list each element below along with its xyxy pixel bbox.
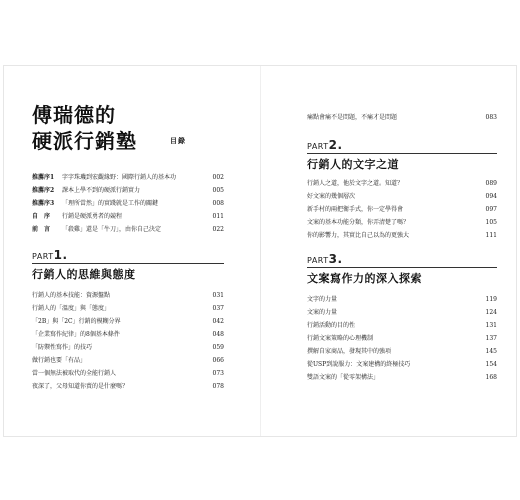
preface-row	[32, 198, 224, 209]
preface-row	[32, 185, 224, 196]
toc-entry	[32, 316, 224, 327]
toc-entry	[307, 333, 497, 344]
toc-entry	[32, 329, 224, 340]
part-prefix: PART	[307, 256, 329, 265]
toc-entry	[32, 290, 224, 301]
book-title	[32, 102, 137, 154]
toc-label: 目錄	[170, 137, 186, 145]
preface-row	[32, 172, 224, 183]
preface-text: 「殺雞」還是「牛刀」，由你自己決定	[62, 226, 162, 233]
book-spread	[4, 66, 516, 436]
toc-entry-page: 137	[485, 335, 497, 342]
book-title-line-1: 傅瑞德的	[32, 103, 116, 127]
toc-entry	[307, 307, 497, 318]
toc-entry-page: 145	[485, 348, 497, 355]
left-page	[4, 66, 260, 436]
toc-entry-text: 撰解自家商品，發現其中的強項	[307, 348, 392, 355]
toc-entry	[307, 178, 497, 189]
toc-entry-text: 行銷人的基本技能：資源盤點	[32, 292, 111, 299]
part-label	[307, 252, 343, 266]
toc-entry-text: 行銷文案策略的心理機制	[307, 335, 374, 342]
toc-entry-text: 「防禦性寫作」的技巧	[32, 344, 93, 351]
toc-entry-text: 夜深了，父母知道你賣的是什麼嗎？	[32, 383, 129, 390]
part-2-header	[307, 138, 497, 171]
toc-entry-page: 089	[485, 180, 497, 187]
toc-entry-page: 168	[485, 374, 497, 381]
part-label	[307, 138, 343, 152]
toc-entry-page: 119	[485, 296, 497, 303]
toc-entry-page: 124	[485, 309, 497, 316]
part-divider	[307, 153, 497, 154]
toc-entry-text: 行銷人的「溫度」與「態度」	[32, 305, 111, 312]
part-number: 1.	[53, 248, 68, 262]
toc-entry	[307, 230, 497, 241]
toc-entry-text: 行銷活動的目的性	[307, 322, 356, 329]
toc-entry	[307, 191, 497, 202]
preface-page: 022	[212, 226, 224, 233]
part-number: 2.	[328, 138, 343, 152]
toc-entry-page: 094	[485, 193, 497, 200]
toc-entry-page: 097	[485, 206, 497, 213]
toc-entry-page: 066	[212, 357, 224, 364]
part-label	[32, 248, 68, 262]
part-number: 3.	[328, 252, 343, 266]
toc-entry-text: 雙語文案的「從零架構法」	[307, 374, 380, 381]
toc-entry	[307, 294, 497, 305]
toc-entry-text: 「2B」與「2C」行銷的模糊分界	[32, 318, 121, 325]
preface-page: 011	[212, 213, 224, 220]
toc-entry-page: 042	[212, 318, 224, 325]
toc-entry	[307, 359, 497, 370]
part-divider	[32, 263, 224, 264]
toc-entry-text: 你的影響力，其實比自己以為的更強大	[307, 232, 410, 239]
preface-row	[32, 211, 224, 222]
part-1-header	[32, 248, 224, 281]
part-divider	[307, 267, 497, 268]
toc-entry-text: 當一個無法被取代的全能行銷人	[32, 370, 117, 377]
part-title: 文案寫作力的深入探索	[307, 272, 422, 285]
preface-label: 前 言	[32, 226, 51, 233]
toc-entry-text: 新手村的兩把衛手式，你一定學得會	[307, 206, 404, 213]
toc-entry-page: 105	[485, 219, 497, 226]
toc-entry-page: 073	[212, 370, 224, 377]
preface-label: 推薦序2	[32, 187, 55, 194]
preface-label: 推薦序1	[32, 174, 55, 181]
part-title: 行銷人的文字之道	[307, 158, 399, 171]
toc-entry-text: 文字的力量	[307, 296, 338, 303]
toc-entry	[32, 368, 224, 379]
toc-entry-page: 031	[212, 292, 224, 299]
toc-entry	[32, 381, 224, 392]
toc-entry-page: 078	[212, 383, 224, 390]
part-3-header	[307, 252, 497, 285]
toc-entry-text: 做行銷也要「有品」	[32, 357, 87, 364]
toc-entry	[307, 346, 497, 357]
toc-entry-page: 037	[212, 305, 224, 312]
toc-entry-text: 行銷人之道，他於文字之道。知道？	[307, 180, 404, 187]
toc-entry	[32, 355, 224, 366]
part-prefix: PART	[307, 142, 329, 151]
toc-entry-page: 059	[212, 344, 224, 351]
preface-page: 002	[212, 174, 224, 181]
toc-entry	[32, 342, 224, 353]
preface-label: 推薦序3	[32, 200, 55, 207]
toc-entry-text: 從USP到說服力：文案建構的終極技巧	[307, 361, 411, 368]
toc-entry	[307, 217, 497, 228]
preface-page: 005	[212, 187, 224, 194]
toc-entry-text: 好文案的幾個層次	[307, 193, 356, 200]
toc-entry-text: 文案的力量	[307, 309, 338, 316]
toc-entry-page: 111	[485, 232, 497, 239]
preface-label: 自 序	[32, 213, 51, 220]
toc-entry	[32, 303, 224, 314]
part-title: 行銷人的思維與態度	[32, 268, 136, 281]
toc-entry	[307, 372, 497, 383]
toc-entry-text: 文案的基本功能分類，你弄清楚了嗎？	[307, 219, 410, 226]
toc-entry-page: 154	[485, 361, 497, 368]
toc-entry	[307, 204, 497, 215]
book-title-line-2: 硬派行銷塾	[32, 129, 137, 153]
preface-text: 課本上學不到的硬派行銷實力	[62, 187, 141, 194]
toc-entry-page: 083	[485, 114, 497, 121]
preface-text: 行銷是硬派勇者的競程	[62, 213, 123, 220]
preface-text: 字字珠璣到宏觀緣野：國際行銷人的基本功	[62, 174, 177, 181]
toc-entry-text: 痛點會痛不是問題，不痛才是問題	[307, 114, 398, 121]
right-page	[261, 66, 516, 436]
preface-row	[32, 224, 224, 235]
part-prefix: PART	[32, 252, 54, 261]
toc-entry	[307, 320, 497, 331]
preface-page: 008	[212, 200, 224, 207]
toc-entry-text: 「企業寫作紀律」的8個基本條件	[32, 331, 120, 338]
toc-entry-page: 131	[485, 322, 497, 329]
preface-text: 「理所當然」的實踐就是工作的關鍵	[62, 200, 159, 207]
toc-entry-page: 048	[212, 331, 224, 338]
toc-entry	[307, 112, 497, 123]
